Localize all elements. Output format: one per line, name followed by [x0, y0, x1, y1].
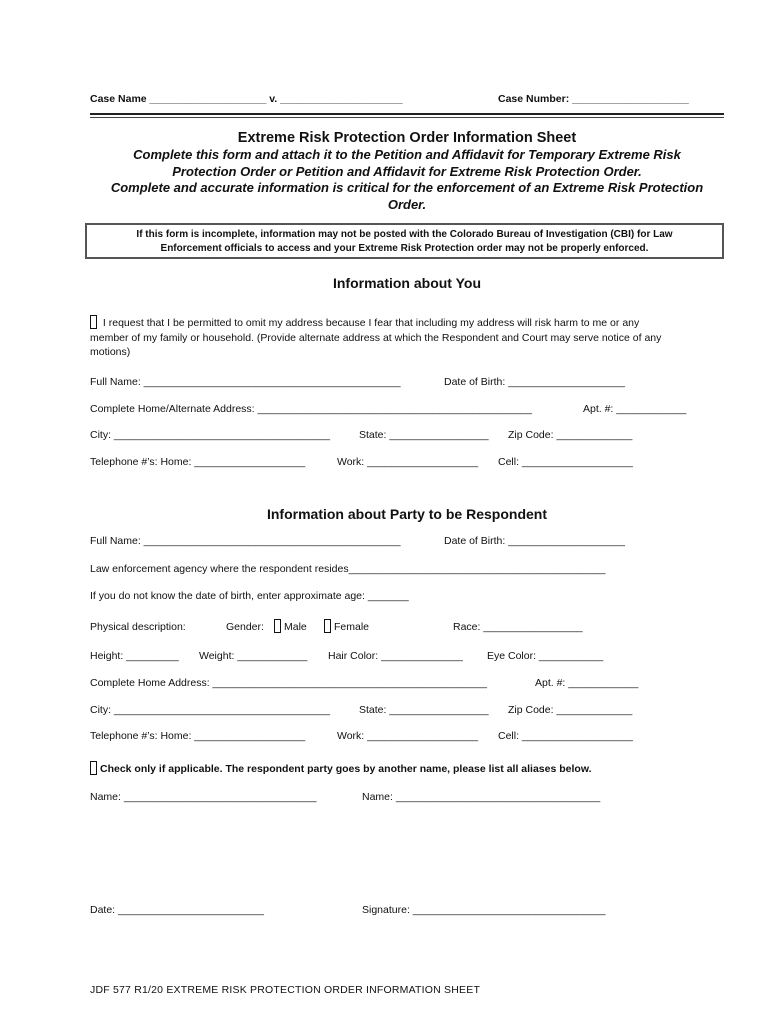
male-label: Male [284, 621, 307, 633]
resp-dob-field[interactable]: Date of Birth: ____________________ [444, 535, 625, 547]
aliases-note: Check only if applicable. The respondent party goes by another name, please list all aliases below. [100, 763, 592, 775]
document-title: Extreme Risk Protection Order Information Sheet [237, 130, 577, 146]
resp-phone-cell-field[interactable]: Cell: ___________________ [498, 730, 633, 742]
alias-name-field-2[interactable]: Name: ___________________________________ [362, 791, 601, 803]
resp-address-field[interactable]: Complete Home Address: _______________________________________________ [90, 677, 488, 689]
resp-state-field[interactable]: State: _________________ [359, 704, 489, 716]
resp-city-field[interactable]: City: _____________________________________ [90, 704, 330, 716]
alias-name-field-1[interactable]: Name: _________________________________ [90, 791, 317, 803]
gender-label: Gender: [226, 621, 264, 633]
you-zip-field[interactable]: Zip Code: _____________ [508, 429, 633, 441]
omit-line-1: I request that I be permitted to omit my address because I fear that including my address will risk harm to me or any [102, 317, 640, 329]
female-checkbox[interactable] [324, 619, 331, 633]
you-apt-field[interactable]: Apt. #: ____________ [583, 403, 687, 415]
notice-line-2: Enforcement officials to access and your Extreme Risk Protection order may not be properly enforced. [160, 243, 649, 254]
instruction-line-1: Complete this form and attach it to the Petition and Affidavit for Temporary Extreme Risk [133, 147, 681, 162]
gender-male-option[interactable] [274, 619, 307, 633]
omit-address-request [90, 315, 720, 360]
header-divider [90, 113, 724, 115]
resp-eye-color-field[interactable]: Eye Color: ___________ [487, 650, 604, 662]
resp-zip-field[interactable]: Zip Code: _____________ [508, 704, 633, 716]
resp-apt-field[interactable]: Apt. #: ____________ [535, 677, 639, 689]
title-block [80, 129, 734, 213]
omit-address-checkbox[interactable] [90, 315, 97, 329]
case-number-field[interactable]: Case Number: ____________________ [498, 93, 689, 105]
resp-race-field[interactable]: Race: _________________ [453, 621, 583, 633]
you-full-name-field[interactable]: Full Name: ____________________________________________ [90, 376, 401, 388]
instruction-line-2: Protection Order or Petition and Affidavit for Extreme Risk Protection Order. [172, 163, 642, 179]
date-field[interactable]: Date: _________________________ [90, 904, 265, 916]
you-phone-work-field[interactable]: Work: ___________________ [337, 456, 479, 468]
male-checkbox[interactable] [274, 619, 281, 633]
omit-line-2: member of my family or household. (Provide alternate address at which the Respondent and Court may serve notice of any [90, 331, 662, 344]
resp-phone-home-field[interactable]: Telephone #’s: Home: ___________________ [90, 730, 306, 742]
omit-line-3: motions) [90, 346, 131, 358]
instruction-line-3: Complete and accurate information is critical for the enforcement of an Extreme Risk Protection [110, 180, 704, 195]
you-city-field[interactable]: City: _____________________________________ [90, 429, 330, 441]
you-state-field[interactable]: State: _________________ [359, 429, 489, 441]
resp-height-field[interactable]: Height: _________ [90, 650, 179, 662]
header-divider-thin [90, 117, 724, 118]
section-heading-respondent: Information about Party to be Respondent [266, 506, 547, 522]
you-dob-field[interactable]: Date of Birth: ____________________ [444, 376, 625, 388]
signature-field[interactable]: Signature: _________________________________ [362, 904, 606, 916]
form-footer: JDF 577 R1/20 EXTREME RISK PROTECTION ORDER INFORMATION SHEET [90, 984, 481, 996]
female-label: Female [334, 621, 370, 633]
notice-line-1: If this form is incomplete, information may not be posted with the Colorado Bureau of Investigation (CBI) for Law [136, 229, 673, 240]
incomplete-notice-box [85, 223, 724, 259]
you-phone-cell-field[interactable]: Cell: ___________________ [498, 456, 633, 468]
physical-description-label: Physical description: [90, 621, 186, 633]
resp-hair-color-field[interactable]: Hair Color: ______________ [328, 650, 463, 662]
gender-female-option[interactable] [324, 619, 369, 633]
you-address-field[interactable]: Complete Home/Alternate Address: _______________________________________________ [90, 403, 532, 415]
aliases-checkbox[interactable] [90, 761, 97, 775]
resp-phone-work-field[interactable]: Work: ___________________ [337, 730, 479, 742]
aliases-option[interactable] [90, 761, 592, 775]
resp-approx-age-field[interactable]: If you do not know the date of birth, enter approximate age: _______ [90, 590, 409, 602]
resp-weight-field[interactable]: Weight: ____________ [199, 650, 308, 662]
resp-full-name-field[interactable]: Full Name: ____________________________________________ [90, 535, 401, 547]
case-name-field[interactable]: Case Name ____________________ v. _____________________ [90, 93, 403, 105]
resp-agency-field[interactable]: Law enforcement agency where the respondent resides____________________________________________ [90, 563, 606, 575]
section-heading-you: Information about You [332, 275, 482, 291]
you-phone-home-field[interactable]: Telephone #’s: Home: ___________________ [90, 456, 306, 468]
instruction-line-4: Order. [387, 196, 427, 212]
